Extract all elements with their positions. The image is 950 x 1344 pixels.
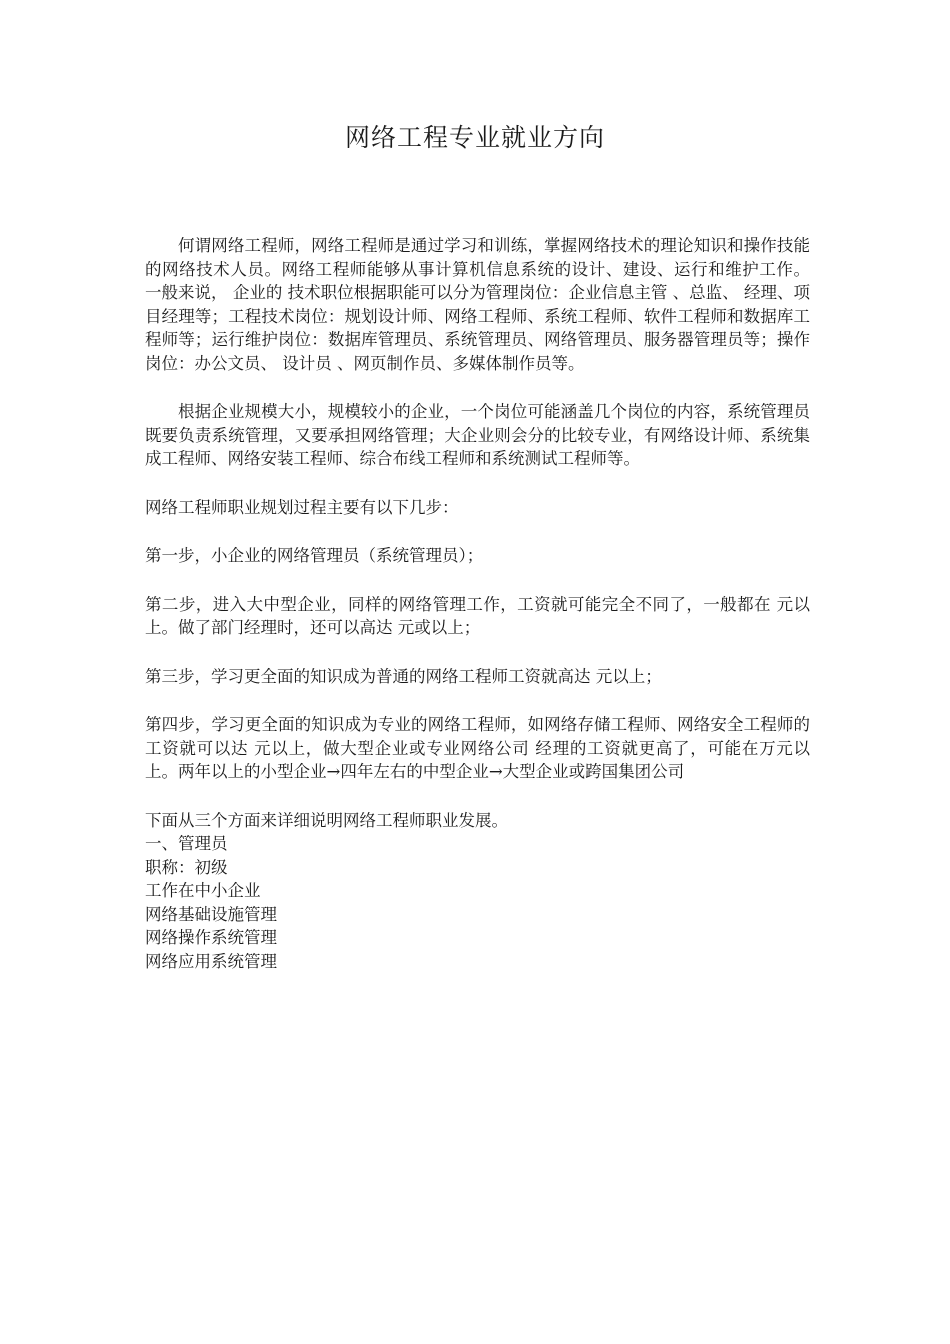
section-heading-admin: 一、管理员 xyxy=(145,834,228,853)
paragraph-step-four: 第四步，学习更全面的知识成为专业的网络工程师，如网络存储工程师、网络安全工程师的工资就可以达 元以上，做大型企业或专业网络公司 经理的工资就更高了，可能在万元以上。两年以上的小型企业→四年左右的中型企业→大型企业或跨国集团公司 xyxy=(145,715,810,781)
paragraph-step-two: 第二步，进入大中型企业，同样的网络管理工作，工资就可能完全不同了，一般都在 元以上。做了部门经理时，还可以高达 元或以上； xyxy=(145,594,810,637)
line-infrastructure: 网络基础设施管理 xyxy=(145,904,277,924)
paragraph-step-three: 第三步，学习更全面的知识成为普通的网络工程师工资就高达 元以上； xyxy=(145,666,662,686)
paragraph-three-aspects: 下面从三个方面来详细说明网络工程师职业发展。 xyxy=(145,810,508,830)
document-body xyxy=(145,234,810,973)
line-app-management: 网络应用系统管理 xyxy=(145,951,277,971)
paragraph-career-steps-heading: 网络工程师职业规划过程主要有以下几步： xyxy=(145,497,459,517)
line-title-level: 职称：初级 xyxy=(145,857,228,877)
document-title: 网络工程专业就业方向 xyxy=(344,123,605,152)
paragraph-step-one: 第一步，小企业的网络管理员（系统管理员）； xyxy=(145,546,484,565)
paragraph-company-scale: 根据企业规模大小，规模较小的企业，一个岗位可能涵盖几个岗位的内容，系统管理员既要负责系统管理，又要承担网络管理；大企业则会分的比较专业，有网络设计师、系统集成工程师、网络安装工程师、综合布线工程师和系统测试工程师等。 xyxy=(145,402,810,468)
line-os-management: 网络操作系统管理 xyxy=(145,928,277,947)
line-workplace: 工作在中小企业 xyxy=(145,881,261,900)
paragraph-intro: 何谓网络工程师，网络工程师是通过学习和训练，掌握网络技术的理论知识和操作技能的网络技术人员。网络工程师能够从事计算机信息系统的设计、建设、运行和维护工作。 一般来说， 企业的 技术职位根据职能可以分为管理岗位：企业信息主管 、总监、 经理、项目经理等；工程技术岗位：规划设计师、网络工程师、系统工程师、软件工程师和数据库工程师等；运行维护岗位：数据库管理员、系统管理员、网络管理员、服务器管理员等；操作岗位：办公文员、 设计员 、网页制作员、多媒体制作员等。 xyxy=(145,236,810,373)
